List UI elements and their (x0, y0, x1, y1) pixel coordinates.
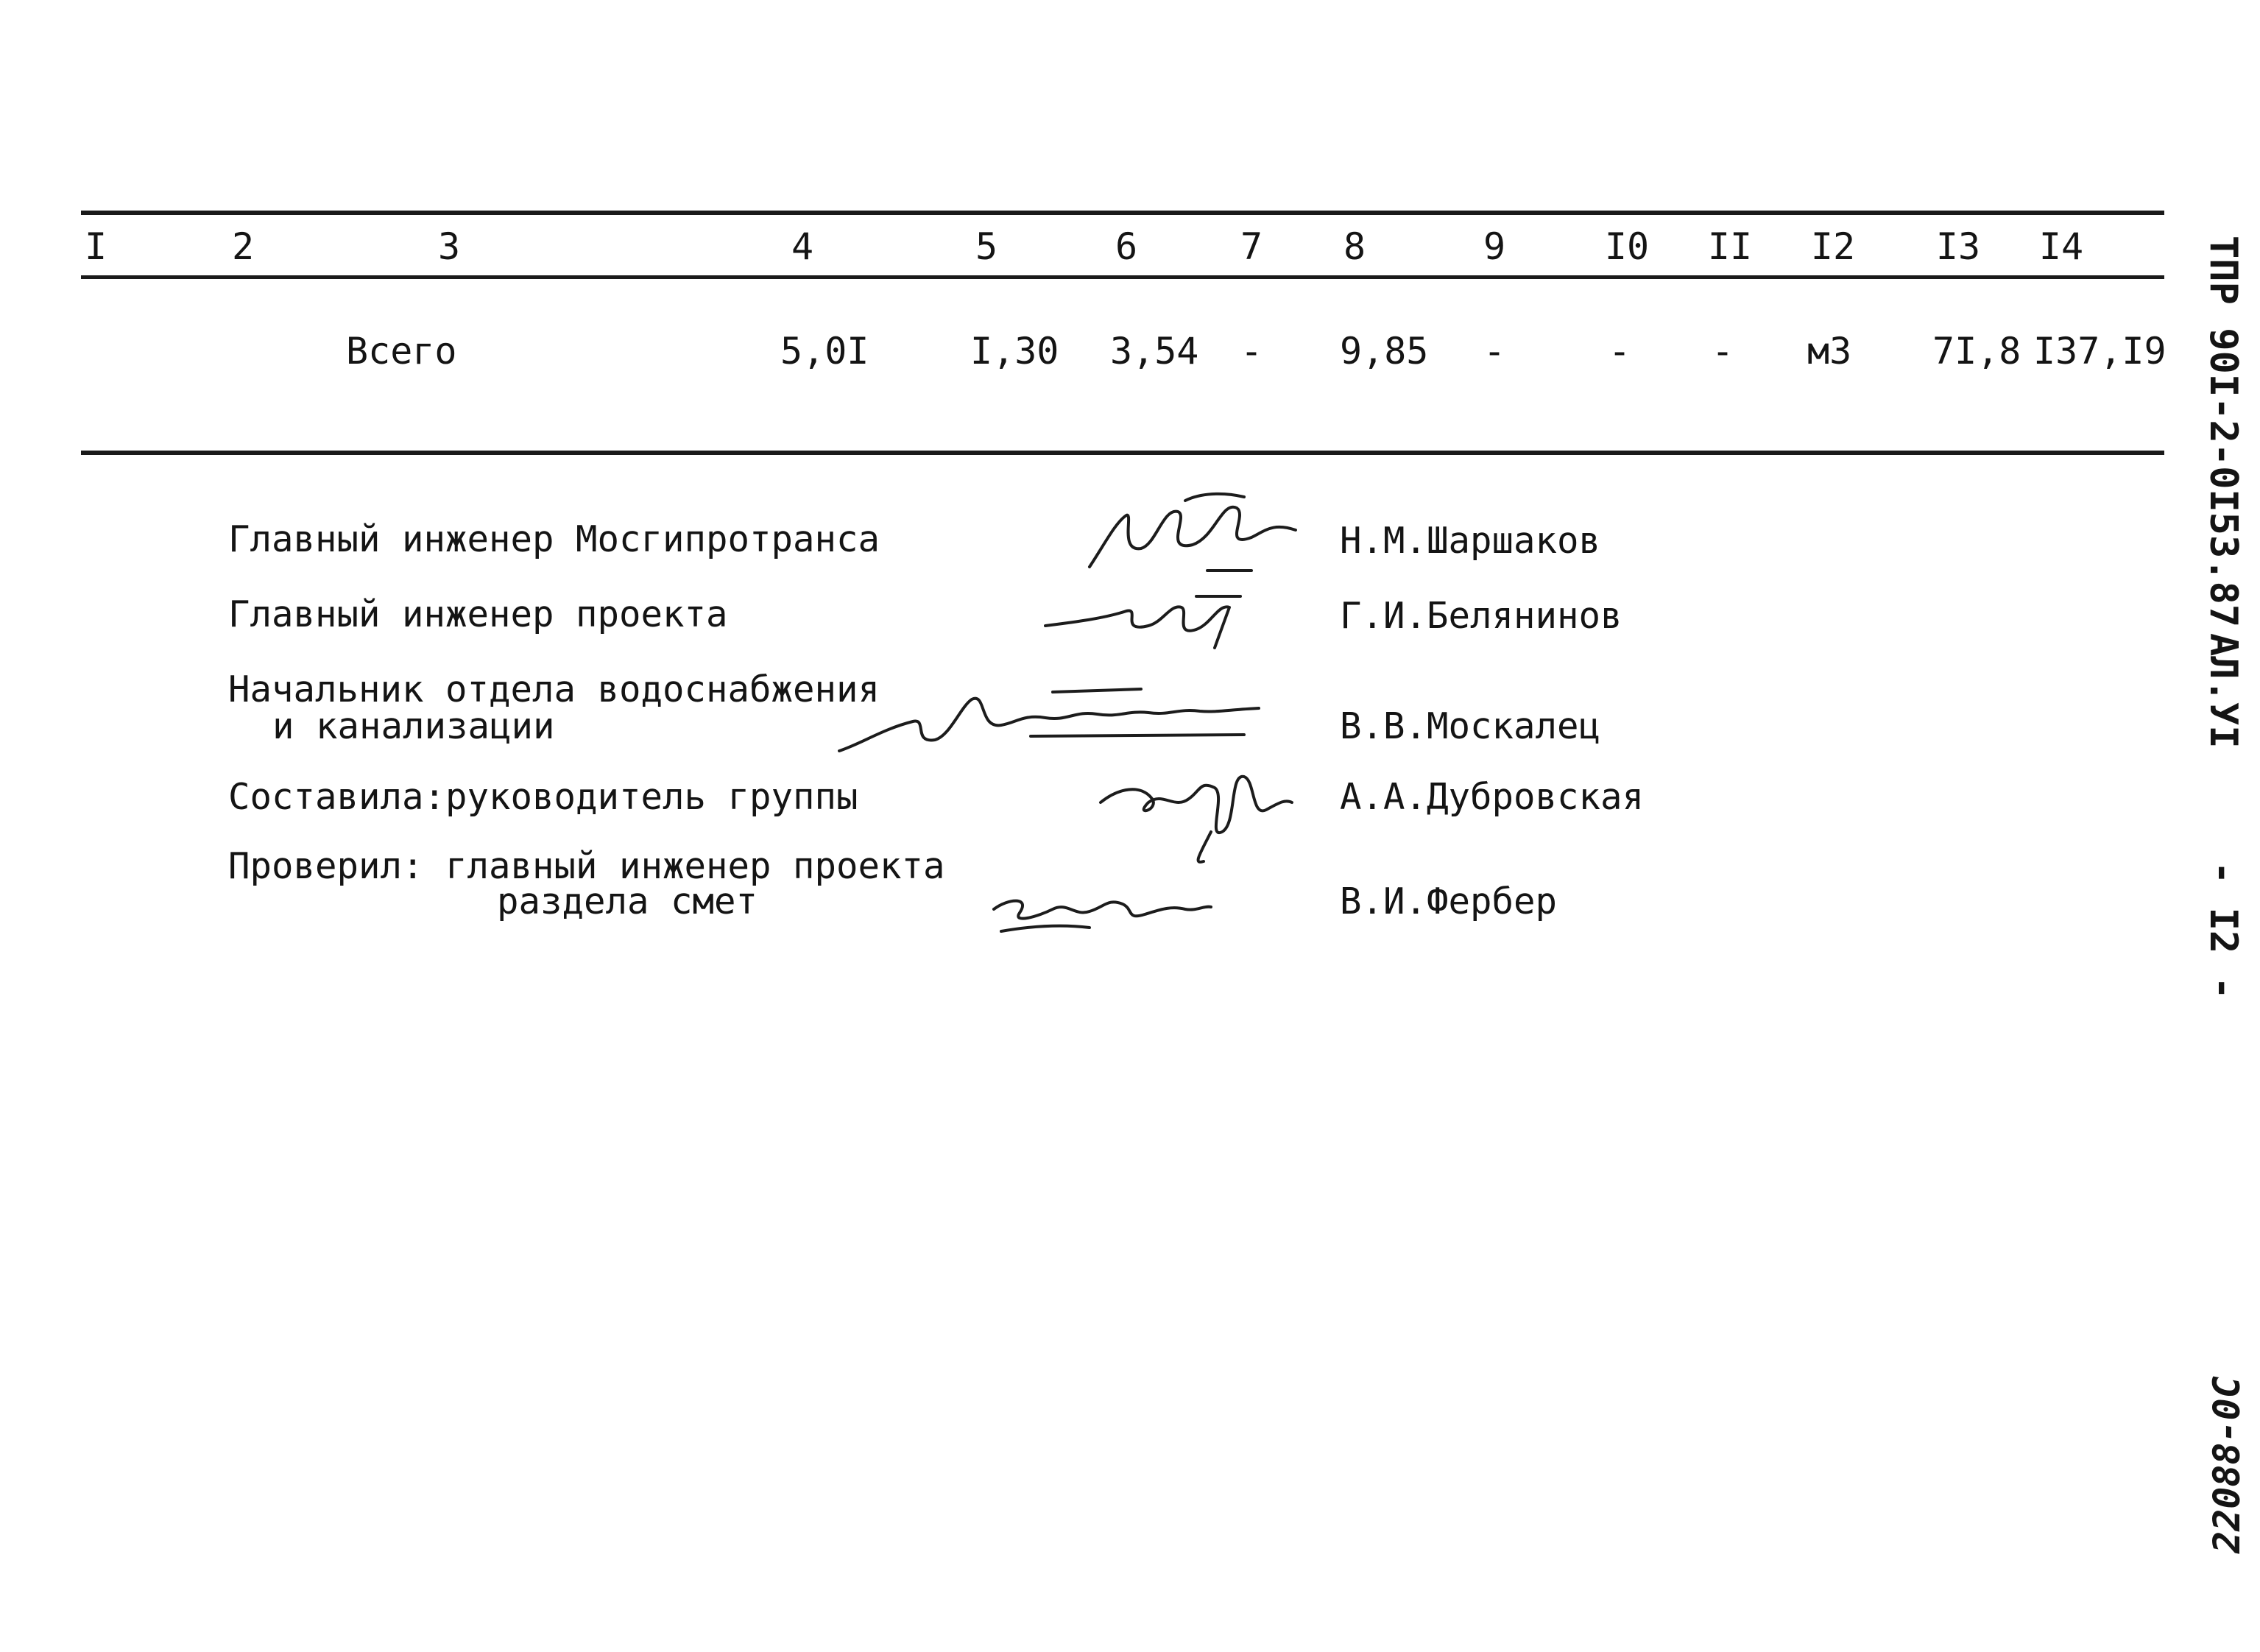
total-cell-7: - (1240, 330, 1263, 373)
archive-number: 22088-0C (2206, 1376, 2248, 1553)
signatory-name-moskalets: В.В.Москалец (1340, 705, 1601, 747)
total-label: Всего (346, 330, 457, 373)
signatory-name-sharshakov: Н.М.Шаршаков (1340, 520, 1601, 562)
handwritten-signature-4 (1090, 758, 1303, 869)
signatory-title-department-head-line2: и канализации (272, 705, 555, 747)
total-cell-5: I,30 (970, 330, 1059, 373)
header-cell-12: I2 (1810, 225, 1856, 268)
signatory-title-checked-by-line2: раздела смет (497, 880, 758, 922)
page-number: - I2 - (2201, 861, 2245, 1000)
table-top-rule (81, 211, 2164, 215)
total-cell-13: 7I,8 (1932, 330, 2021, 373)
signatory-title-checked-by: Проверил: главный инженер проекта (228, 845, 945, 887)
header-cell-9: 9 (1483, 225, 1506, 268)
signatory-title-department-head: Начальник отдела водоснабжения (228, 668, 880, 710)
header-cell-4: 4 (791, 225, 814, 268)
total-cell-12: м3 (1807, 330, 1852, 373)
header-cell-7: 7 (1240, 225, 1263, 268)
total-cell-14: I37,I9 (2033, 330, 2167, 373)
signatory-title-compiled-by: Составила:руководитель группы (228, 776, 858, 818)
handwritten-signature-3 (832, 677, 1274, 766)
handwritten-signature-5 (986, 876, 1222, 950)
header-cell-3: 3 (437, 225, 461, 268)
signatory-title-chief-project-engineer: Главный инженер проекта (228, 593, 728, 635)
total-cell-8: 9,85 (1340, 330, 1429, 373)
header-cell-1: I (84, 225, 107, 268)
handwritten-signature-1 (1075, 479, 1325, 582)
total-cell-9: - (1483, 330, 1506, 373)
signatory-name-belyaninov: Г.И.Белянинов (1340, 595, 1622, 637)
handwritten-signature-2 (1038, 582, 1259, 655)
header-cell-10: I0 (1604, 225, 1650, 268)
table-header-rule (81, 275, 2164, 279)
header-cell-6: 6 (1115, 225, 1138, 268)
total-cell-10: - (1608, 330, 1631, 373)
signatory-title-chief-engineer-institute: Главный инженер Мосгипротранса (228, 518, 880, 560)
signatory-name-dubrovskaya: А.А.Дубровская (1340, 776, 1645, 818)
total-cell-4: 5,0I (780, 330, 869, 373)
header-cell-11: II (1707, 225, 1753, 268)
document-code: ТПР 90I-2-0I53.87 (2201, 236, 2245, 628)
header-cell-5: 5 (975, 225, 998, 268)
total-cell-11: - (1711, 330, 1734, 373)
header-cell-14: I4 (2038, 225, 2084, 268)
header-cell-8: 8 (1343, 225, 1366, 268)
header-cell-13: I3 (1935, 225, 1981, 268)
header-cell-2: 2 (231, 225, 255, 268)
total-cell-6: 3,54 (1110, 330, 1199, 373)
signatory-name-ferber: В.И.Фербер (1340, 880, 1558, 922)
album-label: АЛ.УI (2201, 633, 2245, 749)
table-bottom-rule (81, 451, 2164, 455)
